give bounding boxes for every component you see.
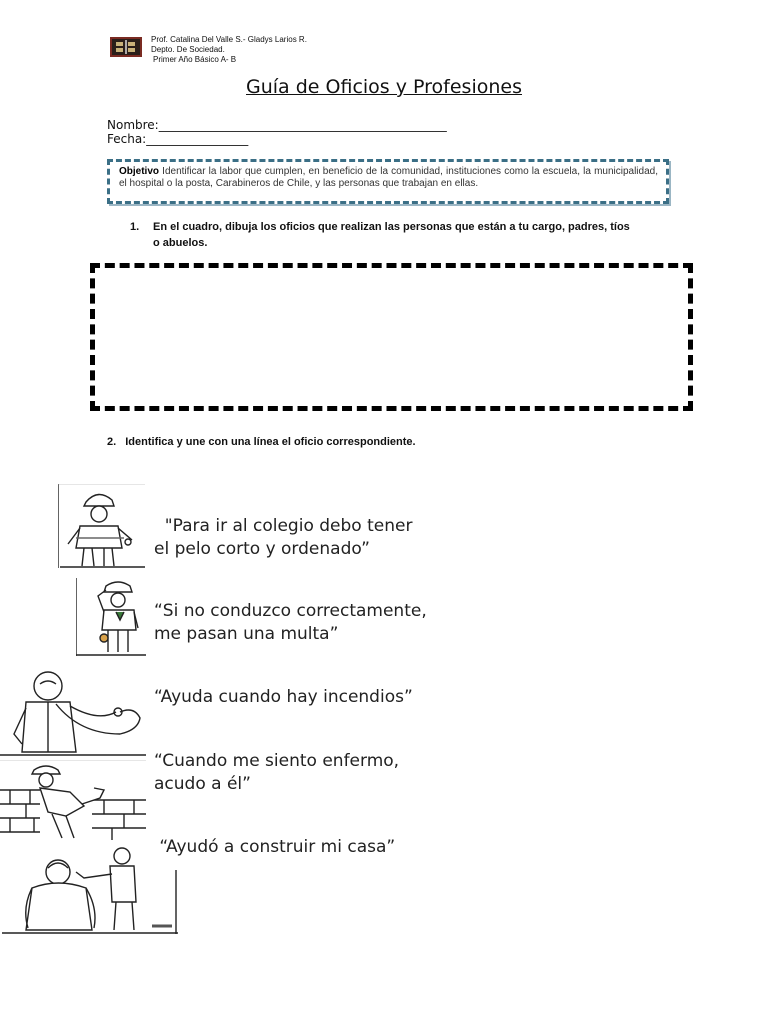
instruction-1-text: En el cuadro, dibuja los oficios que realizan las personas que están a tu cargo, padres, tíos o abuelos. (153, 221, 630, 249)
instruction-2-text: Identifica y une con una línea el oficio correspondiente. (125, 436, 416, 448)
name-field[interactable]: Nombre:________________________________________________ (107, 118, 447, 132)
quote-5 (154, 836, 395, 859)
quote-1-line1: "Para ir al colegio debo tener (154, 516, 413, 536)
doctor-icon[interactable] (0, 664, 146, 756)
drawing-area[interactable] (90, 263, 693, 411)
date-field[interactable]: Fecha:_________________ (107, 132, 249, 146)
police-officer-icon[interactable] (76, 578, 146, 656)
instruction-1 (130, 219, 630, 249)
quote-5-line1: “Ayudó a construir mi casa” (154, 837, 396, 857)
quote-4 (154, 750, 399, 796)
teacher-header (151, 35, 307, 65)
quote-2-line1: “Si no conduzco correctamente, (154, 601, 427, 621)
header-department: Depto. De Sociedad. (151, 45, 225, 54)
header-grade: Primer Año Básico A- B (153, 55, 237, 64)
quote-2-line2: me pasan una multa” (154, 624, 339, 644)
barber-icon[interactable] (2, 842, 178, 934)
quote-2 (154, 600, 427, 646)
quote-4-line1: “Cuando me siento enfermo, (154, 751, 400, 771)
quote-3 (154, 686, 413, 709)
quote-3-line1: “Ayuda cuando hay incendios” (154, 687, 413, 707)
instruction-2-number: 2. (107, 436, 117, 448)
header-teachers: Prof. Catalina Del Valle S.- Gladys Larios R. (151, 35, 307, 44)
page-title: Guía de Oficios y Profesiones (246, 76, 522, 98)
objective-box (107, 159, 669, 204)
objective-label: Objetivo (119, 166, 160, 177)
objective-text: Identificar la labor que cumplen, en beneficio de la comunidad, instituciones como la escuela, la municipalidad, el hospital o la posta, Carabineros de Chile, y las personas que trabajan en ellas. (119, 166, 658, 189)
instruction-2 (107, 434, 607, 450)
school-logo (110, 37, 142, 57)
firefighter-icon[interactable] (58, 484, 145, 568)
quote-1-line2: el pelo corto y ordenado” (154, 539, 370, 559)
instruction-1-number: 1. (130, 221, 140, 233)
quote-4-line2: acudo a él” (154, 774, 251, 794)
quote-1 (154, 515, 412, 561)
construction-worker-icon[interactable] (0, 760, 146, 840)
